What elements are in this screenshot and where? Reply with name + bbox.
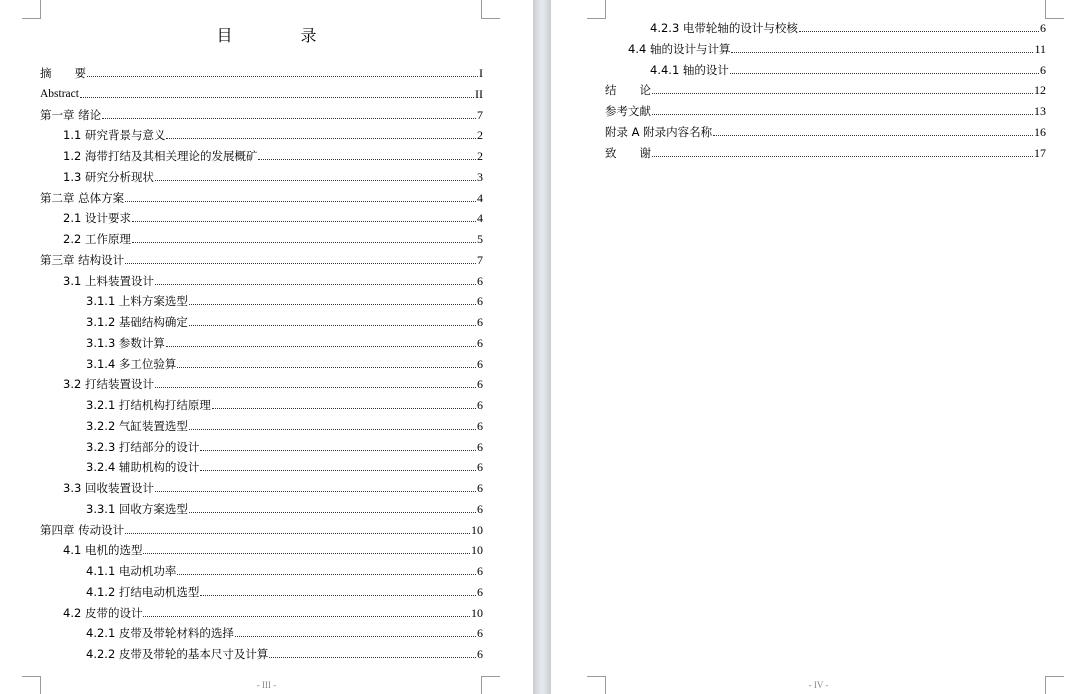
toc-entry-label: 致 谢 [605, 145, 651, 160]
toc-entry-page: 6 [477, 377, 483, 392]
page-number: - III - [256, 680, 277, 690]
toc-entry-page: 6 [477, 273, 483, 288]
toc-entry[interactable] [86, 355, 483, 371]
toc-entry-page: II [475, 86, 483, 101]
toc-entry-page: 6 [477, 418, 483, 433]
toc-entry[interactable] [63, 375, 483, 391]
toc-leader-dots [132, 241, 476, 243]
toc-entry-page: 7 [477, 252, 483, 267]
toc-leader-dots [200, 449, 476, 451]
toc-entry[interactable] [40, 251, 483, 267]
toc-entry[interactable] [86, 458, 483, 474]
toc-leader-dots [200, 594, 476, 596]
toc-leader-dots [258, 158, 476, 160]
toc-entry-label: 2.2 工作原理 [63, 232, 131, 246]
toc-entry[interactable] [86, 334, 483, 350]
toc-entry-page: 2 [477, 128, 483, 143]
toc-leader-dots [87, 75, 478, 77]
toc-entry-label: 3.2 打结装置设计 [63, 377, 154, 392]
toc-entry-page: 6 [477, 626, 483, 641]
toc-entry[interactable] [605, 102, 1046, 118]
toc-entry-label: 3.2.1 打结机构打结原理 [86, 398, 211, 412]
toc-leader-dots [177, 573, 476, 575]
toc-entry[interactable] [63, 168, 483, 184]
toc-entry-page: 4 [477, 211, 483, 226]
toc-leader-dots [189, 428, 476, 430]
toc-leader-dots [189, 511, 476, 513]
toc-entry-label: 第一章 绪论 [40, 107, 102, 122]
toc-leader-dots [80, 96, 474, 98]
toc-entry-label: 3.2.4 辅助机构的设计 [86, 460, 200, 475]
toc-entry-label: 3.1 上料装置设计 [63, 273, 154, 288]
toc-entry-page: 6 [477, 398, 483, 412]
toc-leader-dots [125, 532, 470, 534]
toc-leader-dots [235, 635, 476, 637]
toc-entry[interactable] [650, 19, 1046, 35]
crop-mark [22, 0, 41, 19]
toc-entry[interactable] [628, 40, 1046, 56]
toc-entry-page: 6 [477, 439, 483, 454]
document-page-left [0, 0, 533, 694]
toc-entry[interactable] [86, 292, 483, 308]
toc-entry-page: 6 [477, 335, 483, 350]
toc-entry-page: 6 [477, 460, 483, 475]
toc-entry-page: I [479, 66, 483, 80]
toc-leader-dots [731, 51, 1033, 53]
toc-entry-label: 结 论 [605, 83, 651, 98]
toc-entry[interactable] [63, 479, 483, 495]
toc-entry-page: 10 [471, 522, 483, 537]
toc-leader-dots [155, 490, 476, 492]
toc-entry-page: 7 [477, 107, 483, 122]
toc-entry[interactable] [605, 123, 1046, 139]
toc-entry[interactable] [86, 438, 483, 454]
toc-entry[interactable] [40, 521, 483, 537]
toc-entry-label: 1.1 研究背景与意义 [63, 128, 166, 143]
toc-leader-dots [269, 656, 476, 658]
toc-entry-page: 12 [1034, 83, 1046, 98]
toc-entry-label: 4.4.1 轴的设计 [650, 62, 729, 77]
toc-entry-label: 摘 要 [40, 66, 86, 80]
toc-leader-dots [143, 615, 470, 617]
crop-mark [481, 0, 500, 19]
crop-mark [587, 0, 606, 19]
toc-entry-page: 6 [477, 501, 483, 516]
toc-entry[interactable] [650, 61, 1046, 77]
toc-entry-label: 3.3.1 回收方案选型 [86, 501, 188, 516]
toc-entry-label: 3.2.3 打结部分的设计 [86, 439, 200, 454]
toc-entry-page: 6 [477, 584, 483, 599]
page-number: - IV - [808, 680, 829, 690]
toc-entry[interactable] [86, 396, 483, 412]
toc-leader-dots [102, 117, 476, 119]
toc-entry-label: 4.1.1 电动机功率 [86, 564, 177, 578]
toc-leader-dots [155, 179, 476, 181]
toc-entry-page: 6 [477, 647, 483, 661]
toc-entry[interactable] [63, 230, 483, 246]
toc-entry-label: 4.2.3 电带轮轴的设计与校核 [650, 21, 798, 35]
toc-entry-label: 3.1.2 基础结构确定 [86, 315, 188, 329]
toc-entry-label: 附录 A 附录内容名称 [605, 124, 713, 139]
toc-leader-dots [730, 72, 1039, 74]
toc-leader-dots [713, 134, 1033, 136]
toc-entry-label: 4.1.2 打结电动机选型 [86, 584, 200, 599]
toc-entry-page: 6 [477, 356, 483, 371]
toc-entry[interactable] [40, 189, 483, 205]
toc-entry[interactable] [86, 624, 483, 640]
toc-entry-page: 10 [471, 543, 483, 558]
toc-entry-label: 4.2.1 皮带及带轮材料的选择 [86, 626, 234, 641]
toc-leader-dots [143, 552, 470, 554]
toc-entry-page: 6 [477, 294, 483, 309]
toc-entry[interactable] [40, 106, 483, 122]
toc-entry-label: 第三章 结构设计 [40, 252, 125, 267]
toc-leader-dots [652, 155, 1033, 157]
toc-entry-label: 3.1.3 参数计算 [86, 335, 165, 350]
toc-entry-page: 10 [471, 605, 483, 620]
toc-entry-label: 3.1.1 上料方案选型 [86, 294, 188, 309]
toc-entry-page: 6 [477, 564, 483, 578]
toc-entry-page: 16 [1034, 124, 1046, 139]
toc-leader-dots [799, 30, 1039, 32]
toc-leader-dots [155, 386, 476, 388]
toc-entry[interactable] [605, 81, 1046, 97]
toc-entry[interactable] [63, 541, 483, 557]
toc-entry-label: 4.2.2 皮带及带轮的基本尺寸及计算 [86, 647, 269, 661]
toc-entry-label: 4.4 轴的设计与计算 [628, 41, 731, 56]
toc-entry[interactable] [86, 313, 483, 329]
toc-entry[interactable] [605, 144, 1046, 160]
toc-entry-label: 第二章 总体方案 [40, 190, 125, 205]
toc-entry[interactable] [63, 209, 483, 225]
toc-entry-label: 参考文献 [605, 104, 651, 118]
toc-entry-label: 3.2.2 气缸装置选型 [86, 418, 188, 433]
toc-entry[interactable] [40, 64, 483, 80]
toc-leader-dots [125, 200, 476, 202]
toc-entry-page: 11 [1034, 41, 1046, 56]
toc-entry-label: 4.1 电机的选型 [63, 543, 143, 558]
toc-entry[interactable] [86, 645, 483, 661]
document-page-right [551, 0, 1086, 694]
toc-entry[interactable] [63, 604, 483, 620]
toc-entry[interactable] [40, 85, 483, 101]
toc-entry-label: 4.2 皮带的设计 [63, 605, 143, 620]
toc-entry[interactable] [63, 272, 483, 288]
toc-leader-dots [200, 469, 476, 471]
toc-entry-page: 2 [477, 149, 483, 163]
toc-entry-page: 6 [1040, 21, 1046, 35]
toc-entry-label: 2.1 设计要求 [63, 211, 131, 226]
toc-entry-page: 5 [477, 232, 483, 246]
crop-mark [1045, 0, 1064, 19]
toc-leader-dots [166, 345, 476, 347]
toc-leader-dots [189, 324, 476, 326]
toc-entry-label: 1.3 研究分析现状 [63, 169, 154, 184]
toc-entry[interactable] [63, 147, 483, 163]
toc-entry-page: 4 [477, 190, 483, 205]
toc-leader-dots [189, 303, 476, 305]
toc-leader-dots [166, 137, 476, 139]
toc-entry[interactable] [86, 417, 483, 433]
toc-entry-page: 6 [477, 481, 483, 495]
toc-leader-dots [155, 283, 476, 285]
toc-entry[interactable] [86, 500, 483, 516]
toc-entry-label: 3.1.4 多工位验算 [86, 356, 177, 371]
toc-entry-label: 第四章 传动设计 [40, 522, 125, 537]
toc-entry-page: 3 [477, 169, 483, 184]
toc-entry[interactable] [63, 126, 483, 142]
toc-entry-page: 6 [1040, 62, 1046, 77]
toc-entry-page: 17 [1034, 145, 1046, 160]
toc-entry-page: 6 [477, 315, 483, 329]
toc-leader-dots [652, 92, 1033, 94]
page-gap [533, 0, 551, 694]
toc-title: 目 录 [216, 26, 343, 45]
toc-leader-dots [652, 113, 1033, 115]
toc-entry[interactable] [86, 562, 483, 578]
toc-entry-page: 13 [1034, 104, 1046, 118]
toc-leader-dots [177, 366, 476, 368]
toc-leader-dots [125, 262, 476, 264]
toc-entry-label: 3.3 回收装置设计 [63, 481, 154, 495]
toc-entry-label: Abstract [40, 87, 79, 100]
toc-entry-label: 1.2 海带打结及其相关理论的发展概矿 [63, 149, 258, 163]
toc-leader-dots [132, 220, 476, 222]
toc-entry[interactable] [86, 583, 483, 599]
toc-leader-dots [212, 407, 476, 409]
